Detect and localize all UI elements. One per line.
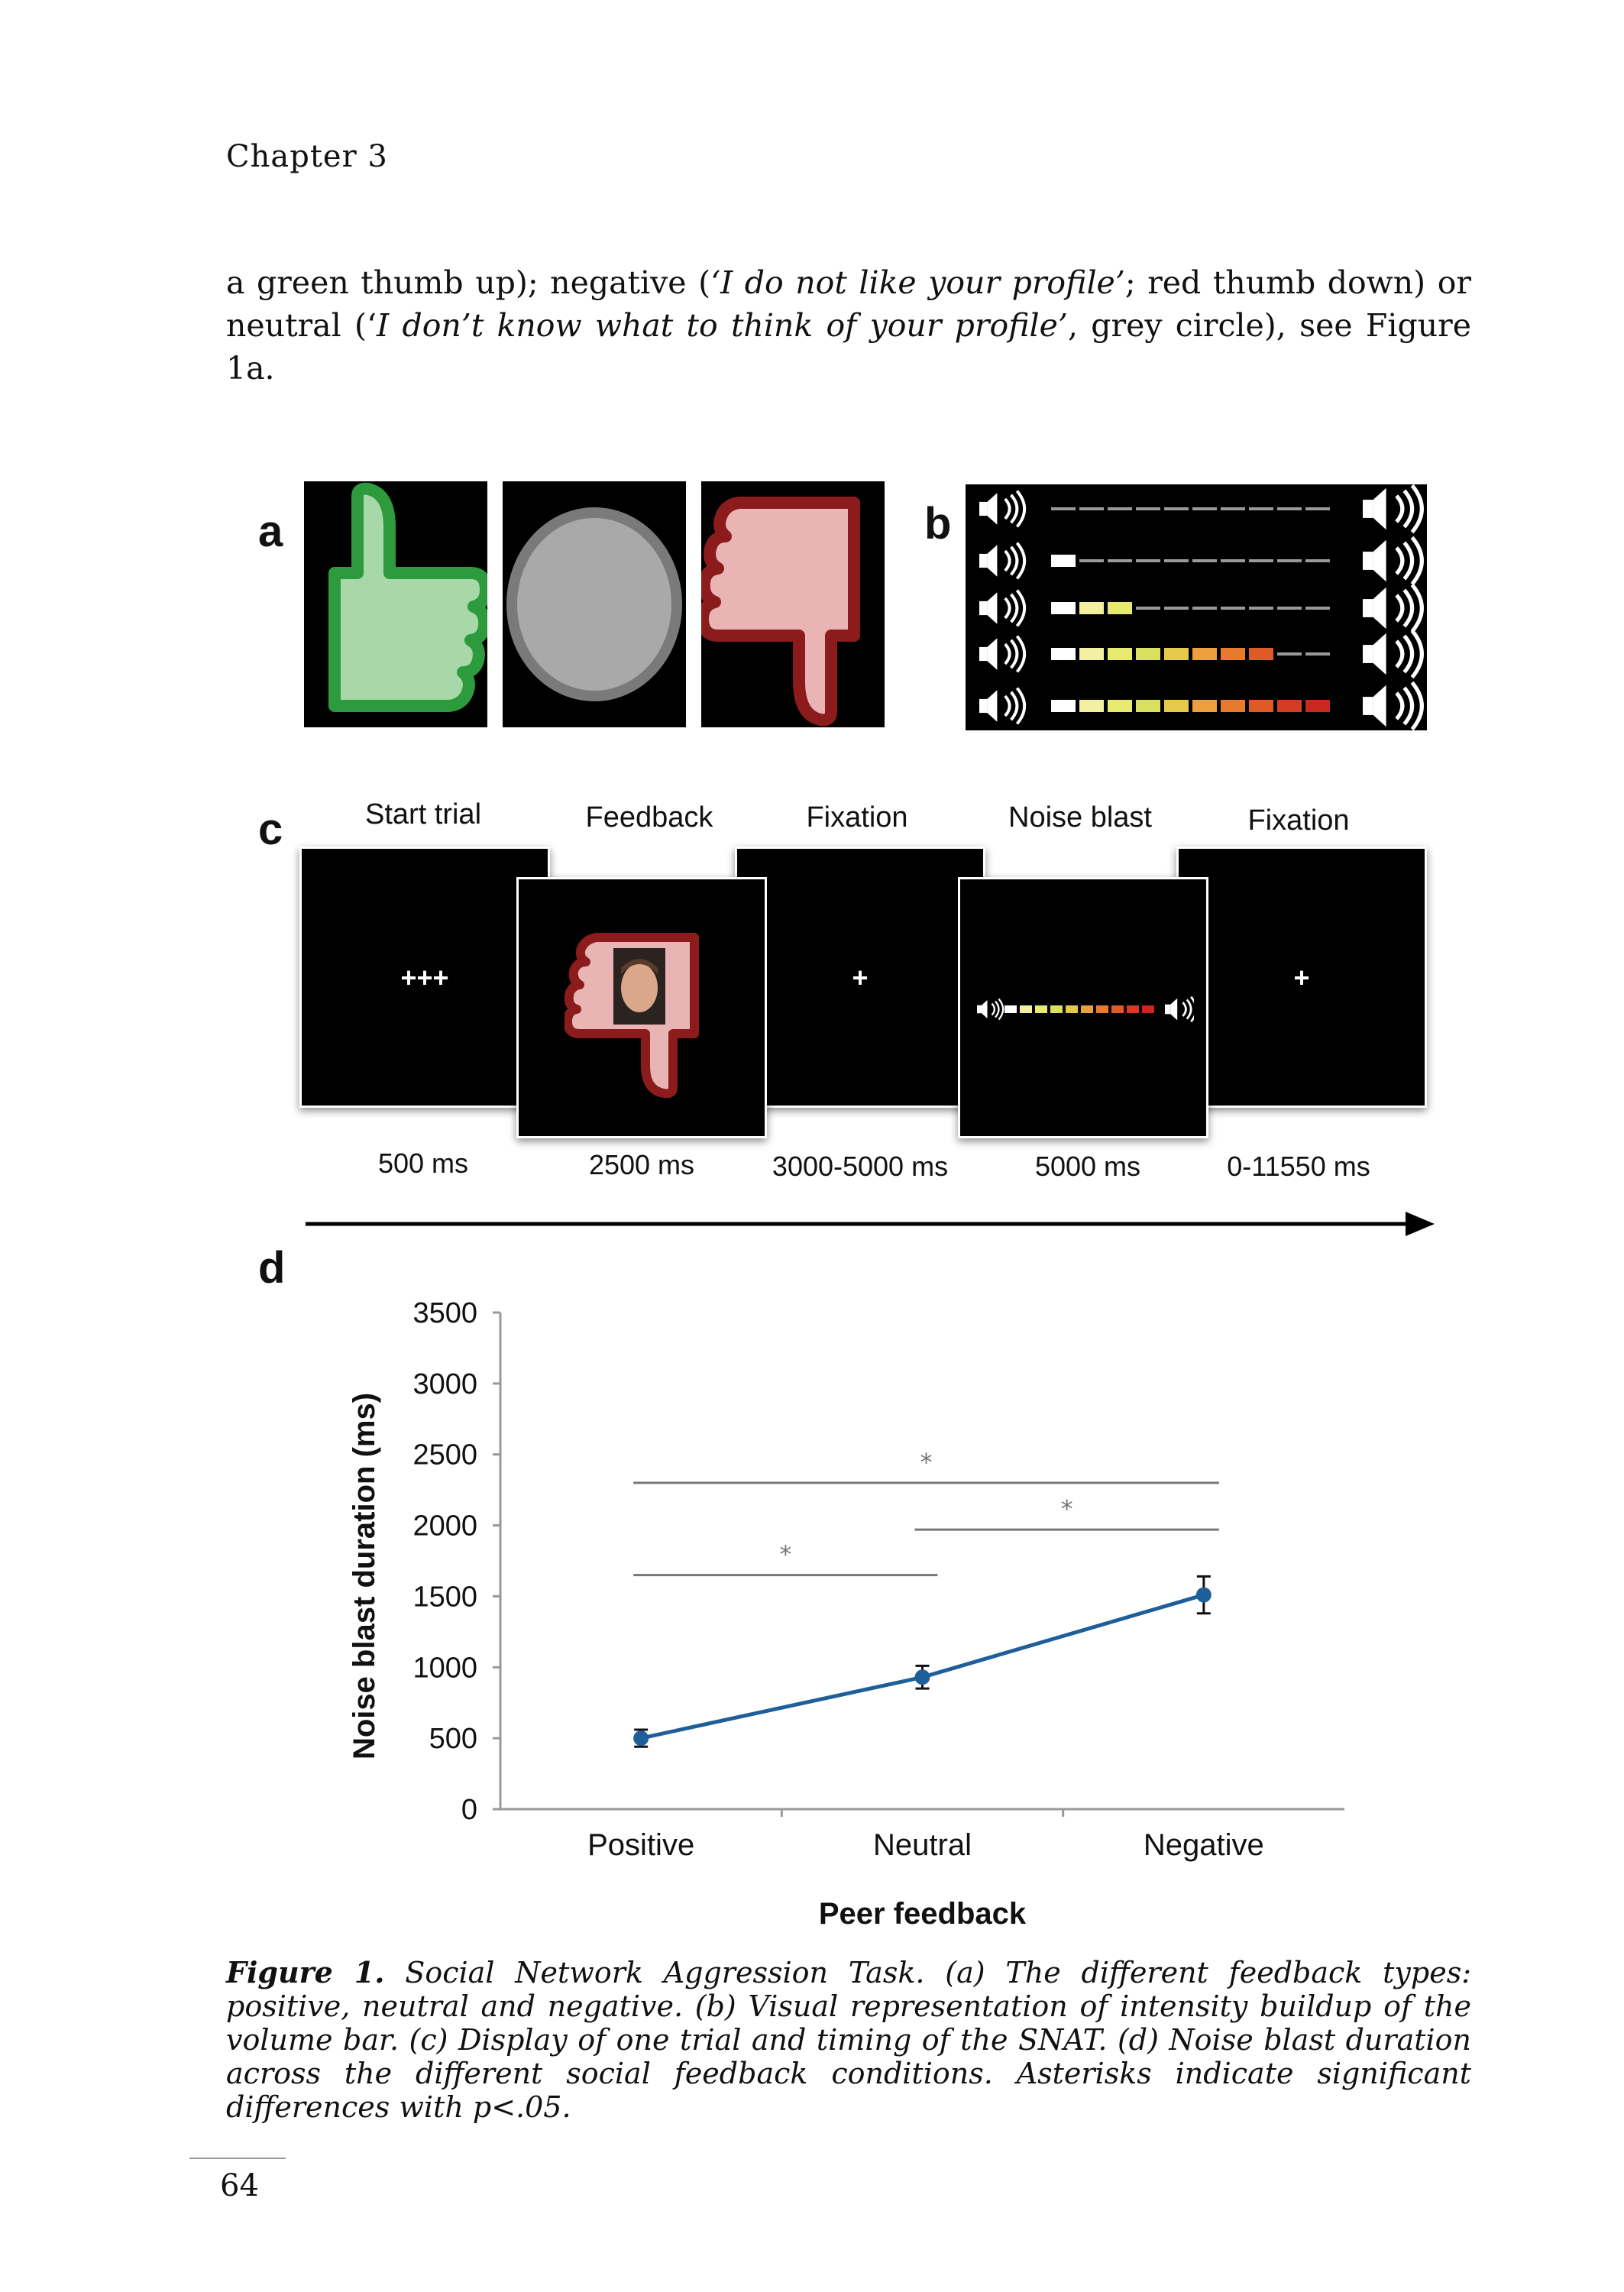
volume-segment-empty: [1249, 507, 1273, 510]
volume-segment-filled: [1305, 700, 1330, 712]
noise-segment: [1142, 1005, 1154, 1013]
speaker-quiet-icon: [977, 999, 1003, 1020]
figure-caption: [226, 1956, 1471, 2124]
speaker-loud-icon: [1363, 584, 1422, 631]
volume-segment-filled: [1192, 700, 1217, 712]
significance-star: *: [920, 1447, 933, 1477]
volume-segment-empty: [1249, 559, 1273, 562]
noise-segment: [1111, 1005, 1124, 1013]
volume-row: [979, 485, 1422, 532]
volume-row: [979, 584, 1422, 631]
volume-segment-empty: [1305, 652, 1330, 656]
y-axis-label: Noise blast duration (ms): [348, 1392, 381, 1760]
volume-segment-empty: [1136, 559, 1160, 562]
y-tick-label: 3000: [412, 1368, 477, 1400]
volume-segment-empty: [1277, 559, 1302, 562]
quote-positive: ‘I do not like your profile’: [710, 264, 1125, 301]
volume-segment-empty: [1221, 559, 1245, 562]
noise-blast-chart: [336, 1284, 1360, 1956]
thumbs-up-icon: [304, 481, 487, 727]
volume-segment-filled: [1249, 700, 1273, 712]
caption-text: Social Network Aggression Task. (a) The different feedback types: positive, neutral and negative. (b) Visual representation of intensity buildup of the volume bar. (c) Display of one trial and timing of the SNAT. (d) Noise blast duration across the different social feedback conditions. Asterisks indicate significant differences with p<.05.: [226, 1956, 1471, 2124]
volume-segment-filled: [1221, 648, 1245, 660]
volume-segment-filled: [1221, 700, 1245, 712]
speaker-quiet-icon: [979, 543, 1024, 579]
volume-segment-empty: [1192, 559, 1217, 562]
screen-start-trial: [299, 847, 550, 1108]
page-number: 64: [220, 2168, 259, 2203]
speaker-quiet-icon: [979, 491, 1024, 527]
volume-segment-empty: [1164, 559, 1189, 562]
speaker-loud-icon: [1363, 682, 1422, 729]
panel-letter-a: a: [258, 507, 283, 556]
paragraph-text: a green thumb up); negative (: [226, 264, 711, 301]
volume-row: [979, 682, 1422, 729]
volume-segment-empty: [1108, 559, 1132, 562]
speaker-loud-icon: [1165, 997, 1194, 1021]
y-tick-label: 0: [461, 1794, 477, 1826]
volume-row: [979, 630, 1422, 677]
volume-segment-filled: [1136, 700, 1160, 712]
volume-segment-filled: [1051, 648, 1076, 660]
y-tick-label: 2000: [412, 1510, 477, 1543]
y-tick-label: 1000: [412, 1652, 477, 1685]
noise-segment: [1050, 1005, 1063, 1013]
volume-segment-empty: [1249, 607, 1273, 610]
body-paragraph: [226, 261, 1471, 390]
x-tick-label: Positive: [587, 1828, 695, 1862]
time-label-fixation: 3000-5000 ms: [772, 1151, 949, 1182]
volume-segment-empty: [1305, 507, 1330, 510]
fixation-cross-final: +: [1293, 962, 1310, 993]
volume-segment-empty: [1221, 607, 1245, 610]
data-point: [1196, 1588, 1212, 1603]
volume-segment-filled: [1079, 700, 1104, 712]
volume-segment-filled: [1051, 602, 1076, 614]
time-label-fixation-final: 0-11550 ms: [1227, 1151, 1370, 1182]
x-axis-label: Peer feedback: [818, 1897, 1027, 1931]
volume-segment-empty: [1136, 607, 1160, 610]
time-label-feedback: 2500 ms: [588, 1149, 695, 1180]
volume-segment-empty: [1051, 507, 1076, 510]
y-tick-label: 500: [429, 1723, 477, 1756]
volume-segment-filled: [1108, 648, 1132, 660]
volume-segment-filled: [1249, 648, 1273, 660]
volume-segment-filled: [1164, 648, 1189, 660]
thumbs-down-face-icon: [565, 922, 717, 1098]
x-tick-label: Neutral: [873, 1828, 972, 1862]
noise-segment: [1096, 1005, 1108, 1013]
quote-neutral: I don’t know what to think of your profile’: [377, 307, 1068, 344]
x-tick-label: Negative: [1143, 1828, 1264, 1862]
noise-volume-bar: [972, 994, 1194, 1025]
volume-segment-empty: [1108, 507, 1132, 510]
volume-segment-filled: [1108, 602, 1132, 614]
volume-segment-empty: [1164, 607, 1189, 610]
volume-segment-filled: [1277, 700, 1302, 712]
paragraph-text: ; red thumb down) or neutral (‘: [226, 264, 1471, 344]
speaker-quiet-icon: [979, 688, 1024, 724]
step-label-fixation: Fixation: [806, 801, 908, 834]
volume-segment-empty: [1305, 559, 1330, 562]
start-crosses: +++: [400, 962, 449, 993]
data-point: [915, 1669, 930, 1685]
noise-segment: [1020, 1005, 1032, 1013]
panel-letter-b: b: [924, 499, 952, 549]
volume-segment-filled: [1136, 648, 1160, 660]
screen-feedback: [516, 877, 767, 1138]
screen-fixation: [735, 847, 985, 1108]
volume-segment-empty: [1277, 507, 1302, 510]
chapter-heading: Chapter 3: [226, 139, 388, 174]
volume-bar-panel: [966, 484, 1427, 730]
noise-segment: [1066, 1005, 1078, 1013]
speaker-loud-icon: [1363, 485, 1422, 532]
step-label-noise-blast: Noise blast: [1008, 801, 1152, 834]
y-tick-label: 3500: [412, 1297, 477, 1329]
time-label-noise-blast: 5000 ms: [1034, 1151, 1141, 1182]
volume-segment-empty: [1136, 507, 1160, 510]
screen-noise-blast: [958, 877, 1208, 1138]
volume-segment-filled: [1079, 648, 1104, 660]
volume-segment-filled: [1108, 700, 1132, 712]
step-label-fixation-final: Fixation: [1247, 804, 1350, 837]
volume-segment-filled: [1192, 648, 1217, 660]
paragraph-text: , grey circle), see Figure 1a.: [226, 307, 1471, 387]
volume-segment-empty: [1079, 559, 1104, 562]
volume-segment-empty: [1277, 652, 1302, 656]
data-point: [633, 1730, 649, 1746]
panel-letter-d: d: [258, 1243, 286, 1293]
panel-letter-c: c: [258, 804, 283, 854]
volume-row: [979, 537, 1422, 584]
volume-bars: [966, 484, 1427, 730]
volume-segment-filled: [1079, 602, 1104, 614]
significance-star: *: [779, 1539, 792, 1569]
volume-segment-empty: [1164, 507, 1189, 510]
volume-segment-empty: [1221, 507, 1245, 510]
step-label-feedback: Feedback: [585, 801, 713, 834]
volume-segment-empty: [1192, 507, 1217, 510]
noise-segment: [1004, 1005, 1017, 1013]
footer-rule: [189, 2158, 286, 2159]
volume-segment-filled: [1051, 555, 1076, 567]
thumbs-down-icon: [701, 481, 885, 727]
speaker-quiet-icon: [979, 591, 1024, 626]
volume-segment-filled: [1051, 700, 1076, 712]
time-label-start: 500 ms: [377, 1148, 469, 1179]
volume-segment-empty: [1305, 607, 1330, 610]
volume-segment-empty: [1192, 607, 1217, 610]
step-label-start: Start trial: [364, 798, 482, 830]
y-tick-label: 2500: [412, 1439, 477, 1471]
y-tick-label: 1500: [412, 1581, 477, 1614]
volume-segment-filled: [1164, 700, 1189, 712]
neutral-circle-icon: [503, 481, 686, 727]
volume-segment-empty: [1079, 507, 1104, 510]
noise-segment: [1035, 1005, 1047, 1013]
noise-segment: [1081, 1005, 1093, 1013]
screen-fixation-final: [1176, 847, 1427, 1108]
caption-label: Figure 1.: [226, 1955, 385, 1989]
timeline-arrow: [306, 1209, 1436, 1239]
fixation-cross: +: [852, 962, 869, 993]
speaker-loud-icon: [1363, 630, 1422, 677]
volume-segment-empty: [1277, 607, 1302, 610]
speaker-loud-icon: [1363, 537, 1422, 584]
noise-segment: [1127, 1005, 1139, 1013]
speaker-quiet-icon: [979, 636, 1024, 672]
significance-star: *: [1060, 1494, 1073, 1524]
